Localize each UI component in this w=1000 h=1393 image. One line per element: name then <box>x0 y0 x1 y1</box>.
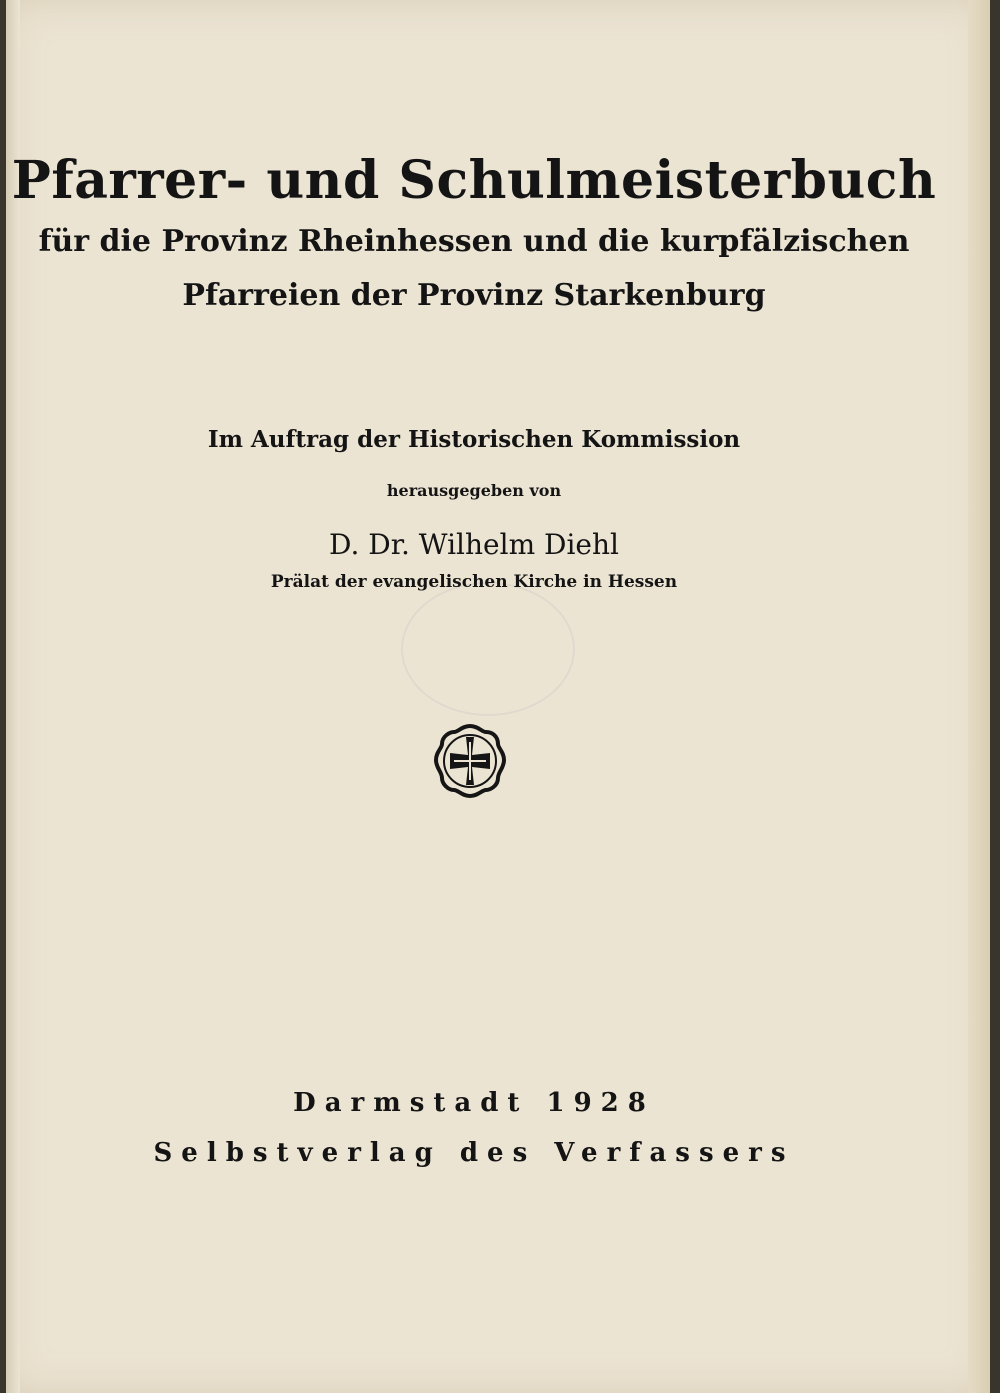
author-title: Prälat der evangelischen Kirche in Hessen <box>270 572 678 592</box>
author-name: D. Dr. Wilhelm Diehl <box>329 528 619 561</box>
subtitle-line-2: Pfarreien der Provinz Starkenburg <box>182 278 766 313</box>
publisher-line: Selbstverlag des Verfassers <box>153 1138 795 1168</box>
editor-note: herausgegeben von <box>386 481 562 500</box>
page-edge <box>968 0 990 1393</box>
book-title: Pfarrer- und Schulmeisterbuch <box>11 150 937 211</box>
cross-rosette-icon <box>432 722 508 800</box>
place-year: Darmstadt 1928 <box>293 1088 655 1118</box>
subtitle-line-1: für die Provinz Rheinhessen und die kurpfälzischen <box>38 224 910 259</box>
faint-stamp <box>401 582 575 716</box>
commission-line: Im Auftrag der Historischen Kommission <box>207 426 741 453</box>
book-page <box>6 0 990 1393</box>
